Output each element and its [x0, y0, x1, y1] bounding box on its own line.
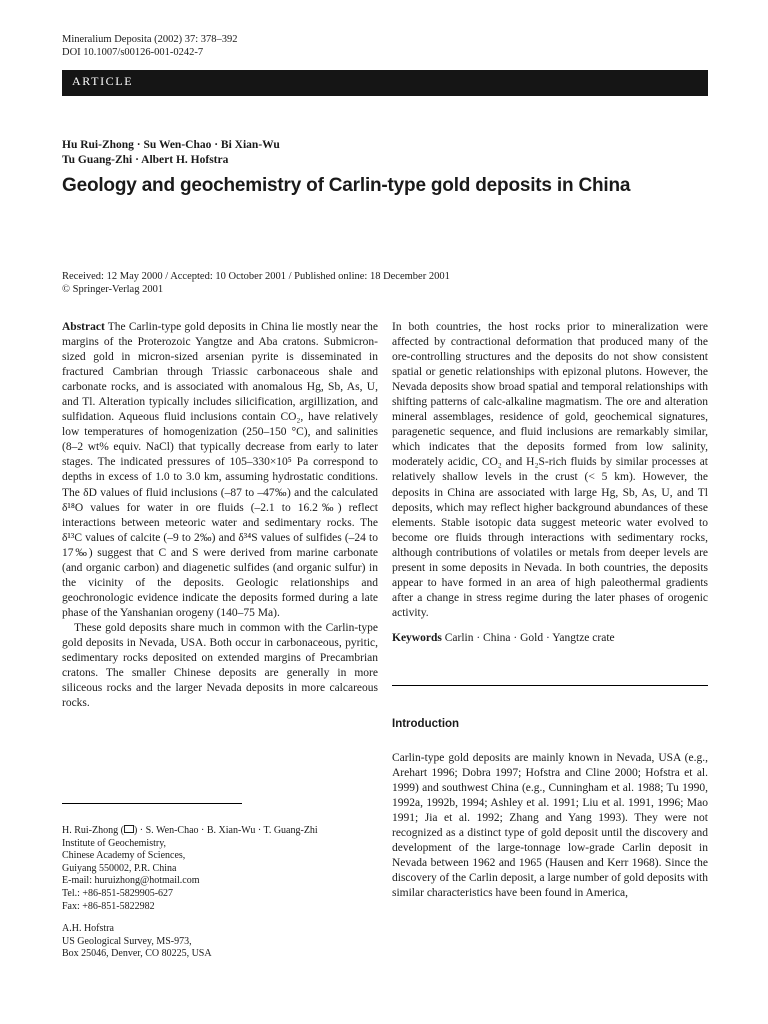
email-line: E-mail: huruizhong@hotmail.com	[62, 875, 200, 887]
usgs-line-1: US Geological Survey, MS-973,	[62, 935, 192, 947]
abstract-label: Abstract	[62, 321, 105, 333]
abstract-paragraph-3: In both countries, the host rocks prior to mineralization were affected by contractional deformation that produced many of the ore-controlling structures and the deposits do not show consistent spatial or genetic relationships with epizonal plutons. However, the Nevada deposits show broad spatial and temporal relationships with shifting patterns of calc-alkaline magmatism. The ore and alteration mineral assemblages, residence of gold, geochemical signatures, paragenetic sequence, and fluid inclusions are remarkably similar, which indicates that the deposits formed from low salinity, moderately acidic, CO₂ and H₂S-rich fluids by similar processes at relatively shallow levels in the crust (< 5 km). However, the deposits in China are associated with large Hg, Sb, As, U, and Tl deposits, which may reflect higher background abundances of these elements. Stable isotopic data suggest meteoric water evolved to become ore fluids through interactions with sedimentary rocks, although contributions of volatiles or metals from deeper levels are present in some deposits in Nevada. In both countries, the deposits appear to have formed in an area of high paleothermal gradients after a change in stress regime during the later phases of orogenic activity.	[392, 321, 708, 619]
author-line-1: Hu Rui-Zhong · Su Wen-Chao · Bi Xian-Wu	[62, 139, 280, 151]
publication-history	[62, 270, 450, 296]
abstract-continued-column	[392, 320, 708, 646]
author-line-2: Tu Guang-Zhi · Albert H. Hofstra	[62, 154, 229, 166]
abstract-column	[62, 320, 378, 711]
usgs-line-2: Box 25046, Denver, CO 80225, USA	[62, 948, 212, 960]
institution-line-3: Guiyang 550002, P.R. China	[62, 862, 177, 874]
keywords-label: Keywords	[392, 631, 442, 644]
fax-line: Fax: +86-851-5822982	[62, 900, 155, 912]
corresponding-authors: H. Rui-Zhong ( ) · S. Wen-Chao · B. Xian-Wu · T. Guang-Zhi	[62, 825, 318, 836]
institution-line-2: Chinese Academy of Sciences,	[62, 850, 186, 862]
institution-line-1: Institute of Geochemistry,	[62, 837, 167, 849]
article-title: Geology and geochemistry of Carlin-type gold deposits in China	[62, 175, 631, 196]
abstract-paragraph-2: These gold deposits share much in common with the Carlin-type gold deposits in Nevada, USA. Both occur in carbonaceous, pyritic, sedimentary rocks deposited on extended margins of Precambrian cratons. The smaller Chinese deposits are generally in more siliceous rocks and the larger Nevada deposits in more calcareous rocks.	[62, 621, 378, 710]
copyright-line: © Springer-Verlag 2001	[62, 284, 164, 295]
abstract-paragraph-1	[62, 320, 378, 621]
abstract-text-1: The Carlin-type gold deposits in China lie mostly near the margins of the Proterozoic Yangtze and Aba cratons. Submicron-sized gold in micron-sized arsenian pyrite is disseminated in fractured Cambrian through Triassic carbonaceous shale and carbonate rocks, and is associated with anomalous Hg, Sb, As, U, and Tl. Alteration typically includes silicification, argillization, and sulfidation. Aqueous fluid inclusions contain CO₂, have relatively low temperatures of homogenization (250–150 °C), and salinities (8–2 wt% equiv. NaCl) that typically decrease from early to later stages. The indicated pressures of 105–330×10⁵ Pa correspond to depths in excess of 1.0 to 3.0 km, assuming hydrostatic conditions. The δD values of fluid inclusions (–87 to –47‰) and the calculated δ¹⁸O values for water in ore fluids (–2.1 to 16.2‰) reflect interactions between meteoric water and sedimentary rocks. The δ¹³C values of calcite (–9 to 2‰) and δ³⁴S values of sulfides (–24 to 17‰) suggest that C and S were derived from marine carbonate (and organic carbon) and diagenetic sulfides (and organic sulfur) in the vicinity of the deposits. Geologic relationships and geochronologic evidence indicate the deposits formed during a late phase of the Yanshanian orogeny (140–75 Ma).	[62, 321, 378, 619]
author-affiliations	[62, 825, 318, 961]
keywords-divider	[392, 685, 708, 686]
article-banner	[62, 70, 708, 96]
received-dates: Received: 12 May 2000 / Accepted: 10 October 2001 / Published online: 18 December 2001	[62, 271, 450, 282]
phone-line: Tel.: +86-851-5829905-627	[62, 887, 174, 899]
journal-line: Mineralium Deposita (2002) 37: 378–392	[62, 34, 238, 45]
introduction-text: Carlin-type gold deposits are mainly known in Nevada, USA (e.g., Arehart 1996; Dobra 1997; Hofstra and Cline 2000; Hofstra et al. 1999) and southwest China (e.g., Cunningham et al. 1988; Tu 1990, 1992a, 1992b, 1994; Ashley et al. 1991; Liu et al. 1991, 1996; Mao 1991; Jia et al. 1992; Zhang and Yang 1993). They were not recognized as a distinct type of gold deposit until the discovery and development of the large-tonnage low-grade Carlin deposit in Nevada between 1962 and 1965 (Hausen and Kerr 1968). Since the discovery of the Carlin deposit, a large number of gold deposits with similar characteristics have been found in America,	[392, 752, 708, 900]
banner-label: ARTICLE	[72, 74, 134, 88]
doi-line: DOI 10.1007/s00126-001-0242-7	[62, 47, 204, 58]
keywords-line	[392, 631, 708, 646]
footnote-divider	[62, 803, 242, 804]
author-list	[62, 138, 280, 168]
journal-citation	[62, 33, 238, 59]
introduction-heading: Introduction	[392, 718, 460, 730]
second-author-name: A.H. Hofstra	[62, 923, 114, 935]
envelope-icon	[124, 825, 134, 833]
keywords-text: Carlin · China · Gold · Yangtze crate	[444, 631, 615, 644]
